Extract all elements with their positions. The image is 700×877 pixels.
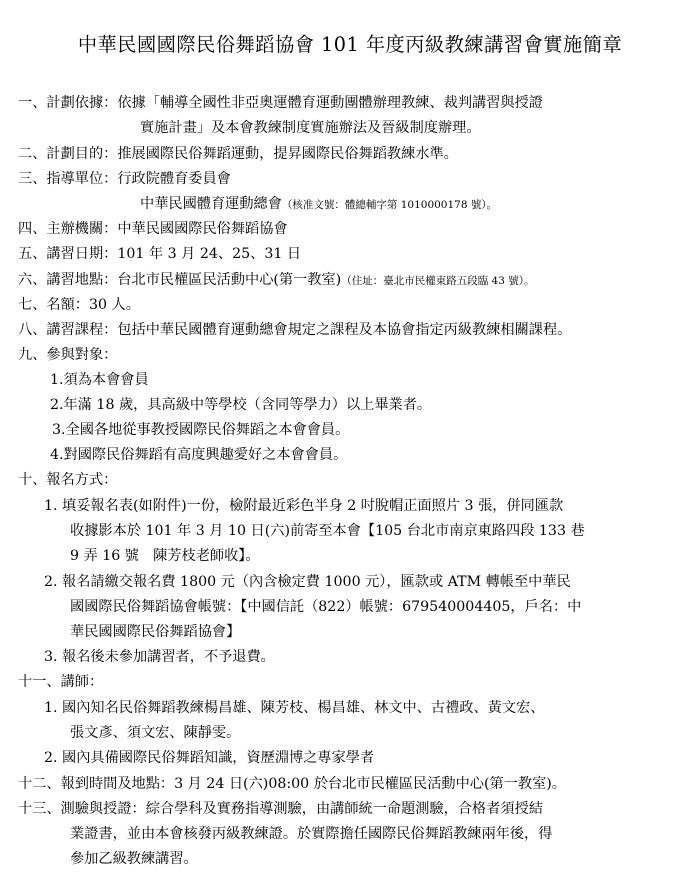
- section-11-label: 十一、講師：: [18, 674, 104, 690]
- section-1-line-2: 實施計畫」及本會教練制度實施辦法及晉級制度辦理。: [140, 120, 481, 136]
- section-10-label: 十、報名方式：: [18, 472, 118, 488]
- registration-item-2-line-1: 2. 報名請繳交報名費 1800 元（內含檢定費 1000 元），匯款或 ATM 轉帳至中華民: [44, 574, 571, 590]
- eligibility-item: 3.全國各地從事教授國際民俗舞蹈之本會會員。: [52, 422, 350, 438]
- section-6-text: 台北市民權區民活動中心(第一教室): [117, 272, 342, 288]
- section-4: [18, 220, 288, 238]
- section-9-label: 九、參與對象：: [18, 347, 118, 363]
- section-7-label: 七、名額：: [18, 297, 89, 313]
- section-2-text: 推展國際民俗舞蹈運動，提昇國際民俗舞蹈教練水準。: [117, 146, 458, 162]
- section-13: [18, 800, 543, 818]
- section-13-line-1: 綜合學科及實務指導測驗，由講師統一命題測驗，合格者須授結: [145, 801, 543, 817]
- section-5-text: 101 年 3 月 24、25、31 日: [117, 246, 302, 262]
- section-12: [18, 775, 566, 793]
- section-12-text: 3 月 24 日(六)08:00 於台北市民權區民活動中心(第一教室)。: [174, 776, 566, 792]
- section-7-text: 30 人。: [88, 297, 140, 313]
- registration-item-1-line-2: 收據影本於 101 年 3 月 10 日(六)前寄至本會【105 台北市南京東路四段 133 巷: [70, 523, 585, 539]
- registration-item-1-line-3: 9 弄 16 號 陳芳枝老師收】。: [70, 548, 260, 564]
- address-note: （住址：臺北市民權東路五段臨 43 號）。: [341, 275, 535, 287]
- section-8: [18, 321, 571, 339]
- eligibility-item: 4.對國際民俗舞蹈有高度興趣愛好之本會會員。: [50, 447, 348, 463]
- section-4-label: 四、主辦機關：: [18, 221, 118, 237]
- section-6-label: 六、講習地點：: [18, 272, 118, 288]
- section-8-text: 包括中華民國體育運動總會規定之課程及本協會指定丙級教練相關課程。: [117, 322, 572, 338]
- section-7: [18, 296, 140, 314]
- section-5: [18, 245, 301, 263]
- section-13-line-2: 業證書，並由本會核發丙級教練證。於實際擔任國際民俗舞蹈教練兩年後，得: [70, 826, 553, 842]
- section-3: [18, 170, 231, 188]
- instructors-item-1-line-1: 1. 國內知名民俗舞蹈教練楊昌雄、陳芳枝、楊昌雄、林文中、古禮政、黃文宏、: [44, 700, 545, 716]
- section-2: [18, 145, 458, 163]
- instructors-item-1-line-2: 張文彥、須文宏、陳靜雯。: [70, 725, 241, 741]
- instructors-item-2: 2. 國內具備國際民俗舞蹈知識，資歷淵博之專家學者: [44, 750, 375, 766]
- section-5-label: 五、講習日期：: [18, 246, 118, 262]
- section-3-line-1: 行政院體育委員會: [117, 171, 231, 187]
- section-13-label: 十三、測驗與授證：: [18, 801, 146, 817]
- section-1-line-1: 依據「輔導全國性非亞奧運體育運動團體辦理教練、裁判講習與授證: [117, 95, 543, 111]
- registration-item-3: 3. 報名後未參加講習者，不予退費。: [44, 649, 275, 665]
- section-8-label: 八、講習課程：: [18, 322, 118, 338]
- document-title: 中華民國國際民俗舞蹈協會 101 年度丙級教練講習會實施簡章: [77, 33, 623, 56]
- eligibility-item: 1.須為本會會員: [50, 372, 149, 388]
- section-3-label: 三、指導單位：: [18, 171, 118, 187]
- section-2-label: 二、計劃目的：: [18, 146, 118, 162]
- section-3-org: 中華民國體育運動總會: [140, 196, 282, 212]
- section-1: [18, 94, 543, 112]
- section-6: [18, 271, 535, 290]
- registration-item-1-line-1: 1. 填妥報名表(如附件)一份，檢附最近彩色半身 2 吋脫帽正面照片 3 張，併同匯款: [44, 498, 564, 514]
- section-4-text: 中華民國國際民俗舞蹈協會: [117, 221, 288, 237]
- section-1-label: 一、計劃依據：: [18, 95, 118, 111]
- section-3-line-2: [140, 195, 497, 214]
- section-13-line-3: 參加乙級教練講習。: [70, 851, 198, 867]
- registration-item-2-line-3: 華民國國際民俗舞蹈協會】: [70, 624, 241, 640]
- registration-item-2-line-2: 國國際民俗舞蹈協會帳號：【中國信託（822）帳號：679540004405，戶名：中: [70, 599, 582, 615]
- section-12-label: 十二、報到時間及地點：: [18, 776, 175, 792]
- approval-note: （核准文號：體總輔字第 1010000178 號）。: [281, 199, 498, 211]
- eligibility-item: 2.年滿 18 歲，具高級中等學校（含同等學力）以上畢業者。: [50, 397, 432, 413]
